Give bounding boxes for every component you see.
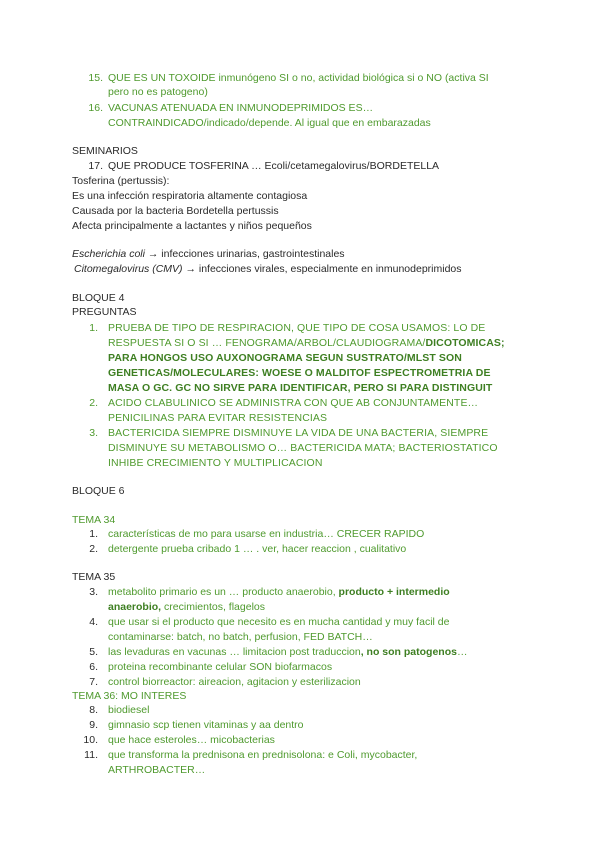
- section-heading-seminarios: SEMINARIOS: [72, 145, 138, 157]
- subheading-tema-35: TEMA 35: [72, 571, 116, 583]
- list-number: 8.: [89, 704, 98, 716]
- bloque4-item1-line5: MASA O GC. GC NO SIRVE PARA IDENTIFICAR, PERO SI PARA DISTINGUIT: [108, 382, 493, 394]
- tema35-item-3-bold-2: anaerobio,: [108, 601, 162, 613]
- bloque4-item1-line3: PARA HONGOS USO AUXONOGRAMA SEGUN SUSTRATO/MLST SON: [108, 352, 462, 364]
- tema35-item-3-text: metabolito primario es un … producto anaerobio,: [108, 586, 339, 598]
- bloque4-item1-line2-text: RESPUESTA SI O SI … FENOGRAMA/ARBOL/CLAUDIOGRAMA/: [108, 337, 426, 349]
- question-16-line-1: VACUNAS ATENUADA EN INMUNODEPRIMIDOS ES…: [108, 102, 374, 114]
- list-number: 15.: [88, 72, 103, 84]
- list-number: 17.: [88, 160, 103, 172]
- tema35-item-6: proteina recombinante celular SON biofarmacos: [108, 661, 333, 673]
- tema35-item-5: [108, 646, 467, 659]
- ecoli-line: [72, 248, 345, 261]
- tema36-item-11-line1: que transforma la prednisona en prednisolona: e Coli, mycobacter,: [108, 749, 418, 761]
- cmv-description: → infecciones virales, especialmente en inmunodeprimidos: [182, 263, 462, 275]
- cmv-name: Citomegalovirus (CMV): [74, 263, 183, 275]
- ecoli-name: Escherichia coli: [72, 248, 145, 260]
- list-number: 10.: [83, 734, 98, 746]
- question-15-line-2: pero no es patogeno): [108, 86, 208, 98]
- list-number: 7.: [89, 676, 98, 688]
- tema35-item-5-tail: …: [456, 646, 468, 658]
- list-number: 3.: [89, 427, 98, 439]
- bloque4-item2-line2: PENICILINAS PARA EVITAR RESISTENCIAS: [108, 412, 328, 424]
- list-number: 2.: [89, 543, 98, 555]
- tema35-item-3-bold: producto + intermedio: [338, 586, 450, 598]
- subheading-preguntas: PREGUNTAS: [72, 306, 137, 318]
- bloque4-item1-line1: PRUEBA DE TIPO DE RESPIRACION, QUE TIPO DE COSA USAMOS: LO DE: [108, 322, 486, 334]
- list-number: 6.: [89, 661, 98, 673]
- subheading-tema-36: TEMA 36: MO INTERES: [72, 690, 187, 702]
- tema35-item-3-line1: [108, 586, 450, 599]
- note-line: Causada por la bacteria Bordetella pertussis: [72, 205, 279, 217]
- list-number: 2.: [89, 397, 98, 409]
- bloque4-item1-line4: GENETICAS/MOLECULARES: WOESE O MALDITOF ESPECTROMETRIA DE: [108, 367, 491, 379]
- list-number: 4.: [89, 616, 98, 628]
- tema34-item-1: características de mo para usarse en industria… CRECER RAPIDO: [108, 528, 425, 540]
- bloque4-item3-line1: BACTERICIDA SIEMPRE DISMINUYE LA VIDA DE UNA BACTERIA, SIEMPRE: [108, 427, 489, 439]
- question-17: QUE PRODUCE TOSFERINA … Ecoli/cetamegalovirus/BORDETELLA: [108, 160, 440, 172]
- bloque4-item3-line2: DISMINUYE SU METABOLISMO O… BACTERICIDA MATA; BACTERIOSTATICO: [108, 442, 498, 454]
- tema35-item-3-line2: [108, 601, 265, 614]
- tema36-item-9: gimnasio scp tienen vitaminas y aa dentro: [108, 719, 304, 731]
- list-number: 1.: [89, 528, 98, 540]
- tema36-item-8: biodiesel: [108, 704, 150, 716]
- list-number: 11.: [84, 749, 98, 761]
- bloque4-item3-line3: INHIBE CRECIMIENTO Y MULTIPLICACION: [108, 457, 323, 469]
- tema35-item-5-text: las levaduras en vacunas … limitacion post traduccion: [108, 646, 361, 658]
- subheading-tema-34: TEMA 34: [72, 514, 116, 526]
- tema35-item-4-line2: contaminarse: batch, no batch, perfusion, FED BATCH…: [108, 631, 373, 643]
- ecoli-description: → infecciones urinarias, gastrointestinales: [144, 248, 345, 260]
- section-heading-bloque-4: BLOQUE 4: [72, 292, 125, 304]
- tema35-item-7: control biorreactor: aireacion, agitacion y esterilizacion: [108, 676, 361, 688]
- note-line: Tosferina (pertussis):: [72, 175, 170, 187]
- list-number: 3.: [89, 586, 98, 598]
- list-number: 5.: [89, 646, 98, 658]
- note-line: Afecta principalmente a lactantes y niños pequeños: [72, 220, 312, 232]
- bloque4-item1-line2-bold: DICOTOMICAS;: [425, 337, 505, 349]
- list-number: 16.: [88, 102, 103, 114]
- section-heading-bloque-6: BLOQUE 6: [72, 485, 125, 497]
- note-line: Es una infección respiratoria altamente contagiosa: [72, 190, 308, 202]
- cmv-line: [74, 263, 462, 276]
- tema36-item-10: que hace esteroles… micobacterias: [108, 734, 275, 746]
- tema34-item-2: detergente prueba cribado 1 … . ver, hacer reaccion , cualitativo: [108, 543, 407, 555]
- tema36-item-11-line2: ARTHROBACTER…: [108, 764, 206, 776]
- bloque4-item1-line2: [108, 337, 505, 350]
- tema35-item-4-line1: que usar si el producto que necesito es en mucha cantidad y muy facil de: [108, 616, 450, 628]
- bloque4-item2-line1: ACIDO CLABULINICO SE ADMINISTRA CON QUE AB CONJUNTAMENTE…: [108, 397, 479, 409]
- list-number: 1.: [89, 322, 98, 334]
- question-15-line-1: QUE ES UN TOXOIDE inmunógeno SI o no, actividad biológica si o NO (activa SI: [108, 72, 489, 84]
- tema35-item-3-tail: crecimientos, flagelos: [161, 601, 265, 613]
- tema35-item-5-bold: , no son patogenos: [360, 646, 457, 658]
- question-16-line-2: CONTRAINDICADO/indicado/depende. Al igual que en embarazadas: [108, 117, 431, 129]
- list-number: 9.: [89, 719, 98, 731]
